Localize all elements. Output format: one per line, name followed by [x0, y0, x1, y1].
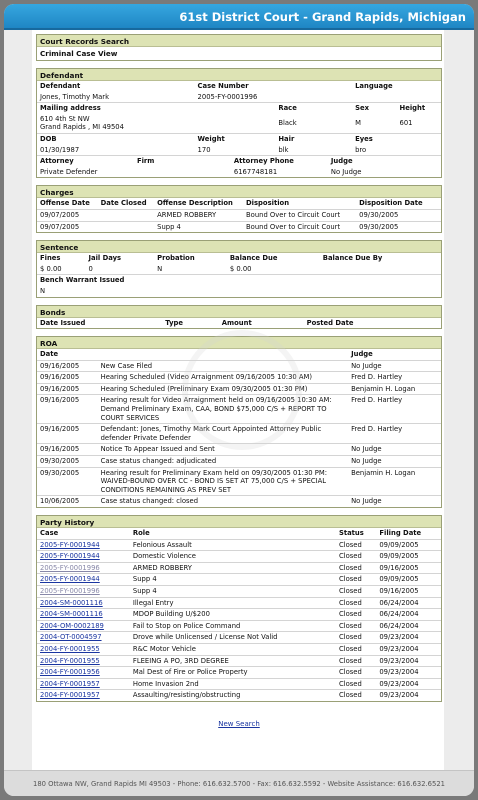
court-title: 61st District Court - Grand Rapids, Michigan: [179, 10, 466, 24]
party-row: [37, 655, 441, 667]
case-link[interactable]: 2004-FY-0001957: [40, 679, 100, 688]
search-box: [36, 34, 442, 61]
party-status: Closed: [336, 585, 376, 597]
party-role: Mal Dest of Fire or Police Property: [130, 667, 336, 679]
case-link[interactable]: 2004-FY-0001955: [40, 644, 100, 653]
party-row: [37, 551, 441, 563]
charge-cell: [98, 221, 155, 232]
roa-judge: No Judge: [348, 456, 441, 468]
roa-event: New Case Filed: [98, 360, 348, 372]
case-link[interactable]: 2004-FY-0001955: [40, 656, 100, 665]
page-frame: [4, 4, 474, 796]
roa-event: Defendant: Jones, Timothy Mark Court Appointed Attorney Public defender Private Defender: [98, 424, 348, 444]
label-firm: Firm: [136, 157, 155, 166]
party-row: [37, 643, 441, 655]
party-row: [37, 585, 441, 597]
case-link[interactable]: 2004-OT-0004597: [40, 633, 102, 642]
roa-date: 09/16/2005: [37, 372, 98, 384]
new-search-link[interactable]: New Search: [218, 719, 260, 728]
roa-title: ROA: [37, 337, 441, 349]
label-language: Language: [355, 82, 393, 90]
party-status: Closed: [336, 678, 376, 690]
case-link[interactable]: 2004-SM-0001116: [40, 598, 103, 607]
charges-header: Disposition: [243, 198, 356, 209]
party-role: Illegal Entry: [130, 597, 336, 609]
bonds-header: Date Issued: [40, 318, 86, 327]
label-mailing: Mailing address: [40, 104, 101, 113]
party-header: Case: [37, 528, 130, 539]
roa-event: Hearing Scheduled (Preliminary Exam 09/30/2005 01:30 PM): [98, 383, 348, 395]
party-status: Closed: [336, 609, 376, 621]
party-role: Fail to Stop on Police Command: [130, 620, 336, 632]
party-filing-date: 06/24/2004: [376, 597, 441, 609]
party-filing-date: 09/23/2004: [376, 632, 441, 644]
roa-judge: Fred D. Hartley: [348, 424, 441, 444]
roa-date: 10/06/2005: [40, 497, 80, 506]
party-status: Closed: [336, 632, 376, 644]
label-judge: Judge: [330, 157, 353, 166]
charge-row: [37, 209, 441, 221]
roa-judge: No Judge: [348, 444, 441, 456]
roa-event: Case status changed: closed: [100, 497, 199, 506]
charge-cell: Supp 4: [157, 222, 181, 231]
language-value: [352, 92, 441, 103]
sentence-title: Sentence: [37, 241, 441, 253]
search-title: Court Records Search: [37, 35, 441, 47]
party-role: Supp 4: [130, 574, 336, 586]
party-row: [37, 539, 441, 551]
bench-warrant-value: N: [40, 286, 46, 295]
seal-watermark: [182, 330, 302, 450]
party-filing-date: 09/23/2004: [379, 691, 419, 700]
eyes-value: bro: [352, 145, 441, 156]
sentence-table: [37, 253, 441, 296]
label-case-number: Case Number: [197, 82, 249, 90]
party-role: Domestic Violence: [130, 551, 336, 563]
charges-header: Date Closed: [98, 198, 155, 209]
sentence-header: Probation: [157, 254, 195, 263]
court-header: [4, 4, 474, 30]
party-filing-date: 09/09/2005: [376, 574, 441, 586]
party-role: FLEEING A PO, 3RD DEGREE: [130, 655, 336, 667]
bonds-header: Posted Date: [306, 318, 354, 327]
roa-event: Notice To Appear Issued and Sent: [98, 444, 348, 456]
address-line2: Grand Rapids , MI 49504: [40, 123, 124, 132]
case-link[interactable]: 2005-FY-0001944: [40, 552, 100, 561]
party-status: Closed: [336, 562, 376, 574]
sentence-header: Balance Due By: [322, 254, 383, 263]
party-status: Closed: [336, 539, 376, 551]
roa-date: 09/16/2005: [37, 360, 98, 372]
sentence-header: Fines: [40, 254, 61, 263]
defendant-section: [36, 68, 442, 178]
party-status: Closed: [336, 597, 376, 609]
roa-judge: Benjamin H. Logan: [348, 383, 441, 395]
party-row: [37, 678, 441, 690]
roa-event: Hearing result for Preliminary Exam held on 09/30/2005 01:30 PM: WAIVED-BOUND OVER CC - BOND IS SET AT 75,000 C/S + SPECIAL CONDITIONS REMAINING AS PREV SET: [98, 467, 348, 496]
roa-row: [37, 467, 441, 496]
party-role: Home Invasion 2nd: [130, 678, 336, 690]
party-filing-date: 09/16/2005: [376, 562, 441, 574]
roa-header: Date: [37, 349, 98, 360]
roa-row: [37, 456, 441, 468]
label-dob: DOB: [40, 134, 57, 143]
charge-row: [37, 221, 441, 232]
height-value: 601: [397, 114, 441, 134]
party-filing-date: 09/16/2005: [376, 585, 441, 597]
roa-event: Hearing Scheduled (Video Arraignment 09/16/2005 10:30 AM): [98, 372, 348, 384]
balance-due-by-value: [320, 264, 441, 275]
party-role: MDOP Building U/$200: [130, 609, 336, 621]
roa-row: [37, 496, 441, 507]
charge-cell: ARMED ROBBERY: [154, 209, 243, 221]
bonds-header: Amount: [221, 318, 252, 327]
party-filing-date: 09/23/2004: [376, 655, 441, 667]
party-status: Closed: [336, 655, 376, 667]
roa-date: 09/16/2005: [37, 444, 98, 456]
party-filing-date: 09/23/2004: [376, 643, 441, 655]
dob-value: 01/30/1987: [37, 145, 195, 156]
party-header: Role: [130, 528, 336, 539]
label-weight: Weight: [197, 134, 225, 143]
charge-cell: Bound Over to Circuit Court: [243, 209, 356, 221]
label-attorney: Attorney: [40, 157, 74, 166]
case-link[interactable]: 2005-FY-0001944: [40, 575, 100, 584]
charge-cell: 09/07/2005: [37, 209, 98, 221]
party-filing-date: 09/23/2004: [376, 678, 441, 690]
charge-cell: [98, 209, 155, 221]
search-subtitle: Criminal Case View: [40, 49, 118, 58]
party-role: R&C Motor Vehicle: [130, 643, 336, 655]
new-search-container: [36, 720, 442, 728]
sentence-header: Jail Days: [88, 254, 122, 263]
roa-judge: Benjamin H. Logan: [348, 467, 441, 496]
label-defendant: Defendant: [40, 82, 81, 90]
case-link[interactable]: 2004-OM-0002189: [40, 621, 104, 630]
party-row: [37, 562, 441, 574]
roa-date: 09/16/2005: [37, 395, 98, 424]
party-status: Closed: [336, 643, 376, 655]
label-eyes: Eyes: [355, 134, 373, 143]
defendant-title: Defendant: [37, 69, 441, 81]
sentence-section: [36, 240, 442, 297]
bonds-header: Type: [165, 318, 183, 327]
sex-value: M: [352, 114, 396, 134]
balance-due-value: $ 0.00: [227, 264, 320, 275]
case-link[interactable]: 2005-FY-0001996: [40, 586, 100, 595]
party-status: Closed: [336, 551, 376, 563]
bench-warrant-label: Bench Warrant Issued: [40, 276, 125, 285]
party-row: [37, 609, 441, 621]
party-row: [37, 597, 441, 609]
party-status: Closed: [336, 620, 376, 632]
party-status: Closed: [336, 574, 376, 586]
hair-value: blk: [275, 145, 352, 156]
case-link[interactable]: 2004-SM-0001116: [40, 610, 103, 619]
case-number: 2005-FY-0001996: [195, 92, 353, 103]
roa-date: 09/16/2005: [37, 424, 98, 444]
sentence-header: Balance Due: [229, 254, 278, 263]
footer-contact: 180 Ottawa NW, Grand Rapids MI 49503 - Phone: 616.632.5700 - Fax: 616.632.5592 - Website Assistance: 616.632.6521: [33, 780, 445, 788]
label-attorney-phone: Attorney Phone: [233, 157, 294, 166]
party-row: [37, 620, 441, 632]
party-filing-date: 09/23/2004: [376, 667, 441, 679]
charges-table: [37, 198, 441, 232]
party-filing-date: 09/09/2005: [376, 551, 441, 563]
case-link[interactable]: 2005-FY-0001944: [40, 540, 100, 549]
party-role: Drove while Unlicensed / License Not Valid: [130, 632, 336, 644]
fines-value: $ 0.00: [37, 264, 85, 275]
charge-cell: 09/30/2005: [359, 222, 399, 231]
address-line1: 610 4th St NW: [40, 114, 90, 123]
firm-value: [134, 167, 231, 178]
party-row: [37, 690, 441, 701]
bonds-title: Bonds: [37, 306, 441, 318]
party-history-table: [37, 528, 441, 701]
charges-header: Disposition Date: [356, 198, 441, 209]
label-sex: Sex: [355, 104, 369, 113]
jail-days-value: 0: [85, 264, 154, 275]
judge-value: No Judge: [330, 167, 362, 176]
party-status: Closed: [338, 691, 362, 700]
party-header: Status: [336, 528, 376, 539]
case-link[interactable]: 2005-FY-0001996: [40, 563, 100, 572]
case-link[interactable]: 2004-FY-0001956: [40, 668, 100, 677]
party-row: [37, 667, 441, 679]
party-status: Closed: [336, 667, 376, 679]
weight-value: 170: [195, 145, 276, 156]
charges-header: Offense Date: [37, 198, 98, 209]
party-row: [37, 574, 441, 586]
roa-event: Case status changed: adjudicated: [98, 456, 348, 468]
roa-judge: Fred D. Hartley: [348, 395, 441, 424]
party-filing-date: 09/09/2005: [376, 539, 441, 551]
defendant-name: Jones, Timothy Mark: [37, 92, 195, 103]
case-link[interactable]: 2004-FY-0001957: [40, 691, 100, 700]
charges-header: Offense Description: [154, 198, 243, 209]
party-role: Felonious Assault: [130, 539, 336, 551]
party-history-title: Party History: [37, 516, 441, 528]
bonds-table: [37, 318, 441, 329]
roa-event: Hearing result for Video Arraignment held on 09/16/2005 10:30 AM: Demand Preliminary Exam, CAA, BOND $75,000 C/S + REPORT TO COURT SERVICES: [98, 395, 348, 424]
race-value: Black: [275, 114, 352, 134]
footer-bar: [4, 770, 474, 796]
label-race: Race: [278, 104, 297, 113]
roa-date: 09/16/2005: [37, 383, 98, 395]
charge-cell: 09/07/2005: [40, 222, 80, 231]
party-role: ARMED ROBBERY: [130, 562, 336, 574]
roa-judge: Fred D. Hartley: [348, 372, 441, 384]
charges-title: Charges: [37, 186, 441, 198]
charge-cell: Bound Over to Circuit Court: [246, 222, 341, 231]
defendant-table: [37, 81, 441, 156]
roa-header: Judge: [348, 349, 441, 360]
charge-cell: 09/30/2005: [356, 209, 441, 221]
party-filing-date: 06/24/2004: [376, 609, 441, 621]
charges-section: [36, 185, 442, 233]
bonds-section: [36, 305, 442, 330]
party-row: [37, 632, 441, 644]
attorney-phone-value: 6167748181: [233, 167, 278, 176]
roa-date: 09/30/2005: [37, 467, 98, 496]
content-area: [32, 30, 444, 774]
roa-judge: No Judge: [351, 497, 382, 506]
probation-value: N: [154, 264, 227, 275]
attorney-value: Private Defender: [40, 167, 98, 176]
party-header: Filing Date: [376, 528, 441, 539]
roa-date: 09/30/2005: [37, 456, 98, 468]
party-history-section: [36, 515, 442, 702]
label-height: Height: [399, 104, 426, 113]
roa-judge: No Judge: [348, 360, 441, 372]
party-role: Supp 4: [130, 585, 336, 597]
party-filing-date: 06/24/2004: [376, 620, 441, 632]
label-hair: Hair: [278, 134, 295, 143]
party-role: Assaulting/resisting/obstructing: [132, 691, 241, 700]
attorney-table: [37, 156, 441, 177]
